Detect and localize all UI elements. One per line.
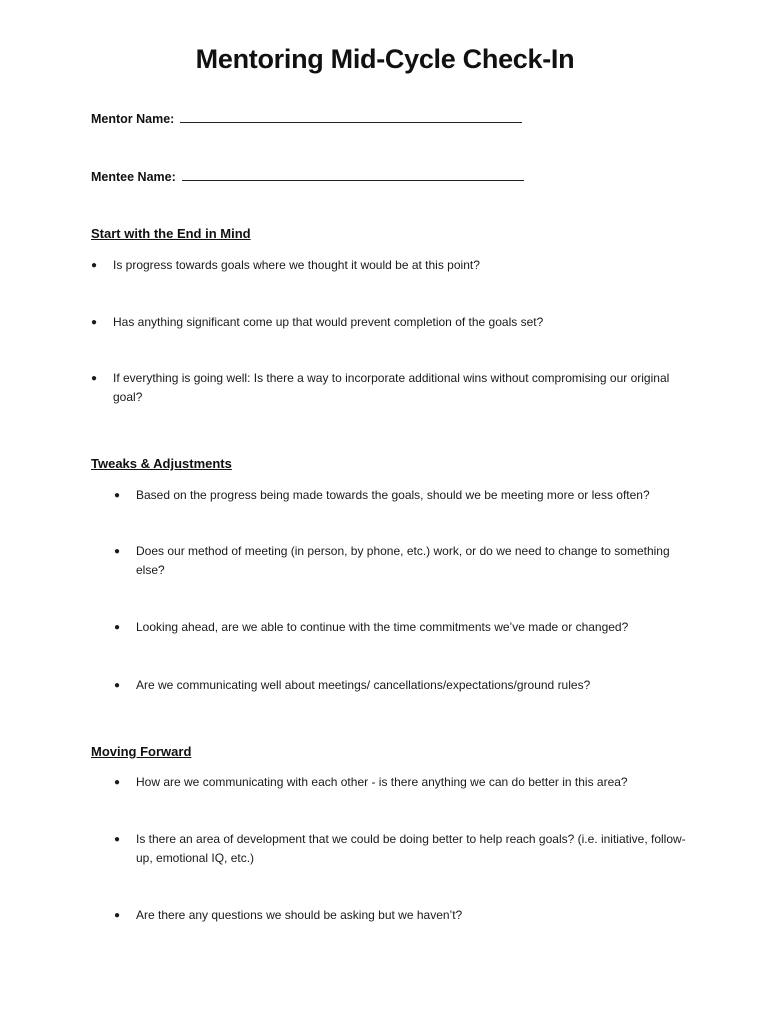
mentee-name-field bbox=[91, 168, 524, 184]
list-item bbox=[114, 773, 696, 792]
list-item-text: Does our method of meeting (in person, by phone, etc.) work, or do we need to change to something else? bbox=[136, 544, 670, 577]
mentee-name-blank-line[interactable] bbox=[182, 168, 524, 181]
list-item-text: Based on the progress being made towards the goals, should we be meeting more or less often? bbox=[136, 488, 650, 502]
bullet-icon: ● bbox=[114, 490, 121, 501]
list-item bbox=[91, 369, 693, 407]
document-title: Mentoring Mid-Cycle Check-In bbox=[195, 44, 575, 74]
bullet-icon: ● bbox=[114, 680, 121, 691]
list-item bbox=[114, 542, 696, 580]
list-item-text: If everything is going well: Is there a way to incorporate additional wins without compromising our original goal? bbox=[113, 371, 670, 404]
section-heading: Start with the End in Mind bbox=[91, 226, 251, 241]
bullet-icon: ● bbox=[114, 834, 121, 845]
bullet-icon: ● bbox=[91, 373, 98, 384]
section-heading: Tweaks & Adjustments bbox=[91, 456, 232, 471]
bullet-icon: ● bbox=[114, 546, 121, 557]
list-item-text: Has anything significant come up that would prevent completion of the goals set? bbox=[113, 315, 544, 329]
list-item-text: Are there any questions we should be asking but we haven’t? bbox=[136, 908, 463, 922]
list-item-text: Is progress towards goals where we thought it would be at this point? bbox=[113, 258, 480, 272]
bullet-icon: ● bbox=[114, 910, 121, 921]
section-heading: Moving Forward bbox=[91, 744, 192, 759]
mentor-name-label: Mentor Name: bbox=[91, 112, 175, 126]
list-item bbox=[91, 313, 693, 332]
bullet-icon: ● bbox=[114, 622, 121, 633]
list-item bbox=[114, 830, 696, 868]
list-item bbox=[91, 256, 693, 275]
mentor-name-field bbox=[91, 110, 522, 126]
list-item-text: Is there an area of development that we could be doing better to help reach goals? (i.e. initiative, follow-up, emotional IQ, etc.) bbox=[136, 832, 686, 865]
list-item-text: How are we communicating with each other - is there anything we can do better in this area? bbox=[136, 775, 628, 789]
mentor-name-blank-line[interactable] bbox=[180, 110, 522, 123]
bullet-icon: ● bbox=[114, 777, 121, 788]
bullet-icon: ● bbox=[91, 317, 98, 328]
list-item bbox=[114, 906, 696, 925]
list-item bbox=[114, 676, 696, 695]
list-item bbox=[114, 486, 696, 505]
list-item-text: Are we communicating well about meetings/ cancellations/expectations/ground rules? bbox=[136, 678, 591, 692]
mentee-name-label: Mentee Name: bbox=[91, 170, 176, 184]
list-item-text: Looking ahead, are we able to continue with the time commitments we’ve made or changed? bbox=[136, 620, 629, 634]
list-item bbox=[114, 618, 696, 637]
bullet-icon: ● bbox=[91, 260, 98, 271]
